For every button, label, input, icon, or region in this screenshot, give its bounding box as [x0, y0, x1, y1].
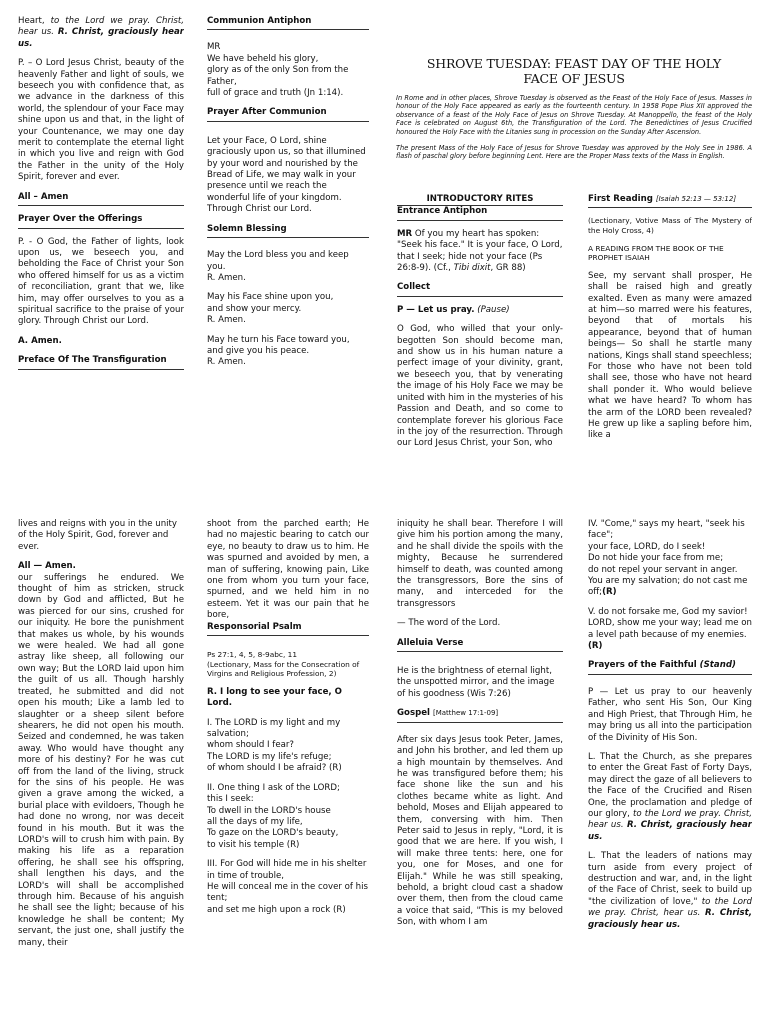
bottom-column-2 [207, 519, 369, 1019]
bottom-column-4 [588, 519, 752, 1019]
psalm-line: of whom should I be afraid? (R) [207, 763, 342, 774]
psalm-line: and set me high upon a rock (R) [207, 904, 346, 915]
after-communion-prayer: Let your Face, O Lord, shine graciously upon us, so that illumined by your word and nourished by the Bread of Life, we may walk in your presence until we reach the wonderful life of your kingdom. Through Christ our Lord. [207, 135, 366, 215]
first-reading-end: iniquity he shall bear. Therefore I will give him his portion among the many, and he shall divide the spoils with the mighty, Because he surrendered himself to death, was counted among the transgressors, Bore the sins of many, and interceded for the transgressors [397, 519, 563, 609]
offerings-prayer: P. - O God, the Father of lights, look upon us, we beseech you, and beholding the Face of Christ your Son who offered himself for us as a victim of reconciliation, grant that we, like him, may offer ourselves to you as a spiritual sacrifice to the praise of your glory. Through Christ our Lord. [18, 236, 184, 327]
blessing-line: R. Amen. [207, 315, 246, 326]
collect-heading: Collect [397, 282, 563, 296]
communion-heading: Communion Antiphon [207, 16, 369, 30]
entrance-text: Of you my heart has spoken: "Seek his face." It is your face, O Lord, that I seek; hide not your face (Ps 26:8-9). (Cf., [397, 228, 563, 274]
closing-prayer: P. – O Lord Jesus Christ, beauty of the heavenly Father and light of souls, we beseech you with confidence that, as we advance in the darkness of this world, the splendour of your Face may shine upon us and that, in the light of your Countenance, we may one day merit to contemplate the eternal light in which you live and reign with God the Father in the unity of the Holy Spirit, forever and ever. [18, 58, 184, 183]
entrance-heading: Entrance Antiphon [397, 206, 563, 220]
psalm-line: You are my salvation; do not cast me off; [588, 576, 748, 598]
blessing-line: R. Amen. [207, 272, 246, 283]
psalm-line: To gaze on the LORD's beauty, [207, 828, 339, 839]
gospel-title: Gospel [397, 708, 430, 719]
rites-heading: INTRODUCTORY RITES [397, 194, 563, 206]
page-title [396, 56, 752, 86]
psalm-line: Do not hide your face from me; [588, 553, 724, 564]
psalm-line: in time of trouble, [207, 870, 285, 881]
faithful-intention-2 [588, 851, 752, 931]
communion-mr: MR [207, 42, 221, 53]
collect-conclusion: lives and reigns with you in the unity of the Holy Spirit, God, forever and ever. [18, 519, 178, 552]
psalm-heading: Responsorial Psalm [207, 622, 369, 636]
faithful-title: Prayers of the Faithful [588, 660, 697, 671]
bottom-column-1 [18, 519, 184, 1019]
alleluia-heading: Alleluia Verse [397, 638, 563, 652]
first-reading-ref: [Isaiah 52:13 — 53:12] [655, 195, 737, 203]
intention-text: L. That the leaders of nations may turn aside from every project of destruction and war, and, in the light of the Face of Christ, seek to build up "the civilization of love," [588, 851, 752, 907]
entrance-gr: , GR 88) [490, 263, 526, 274]
psalm-line: all the days of my life, [207, 816, 303, 827]
word-of-the-lord: — The word of the Lord. [397, 618, 501, 629]
first-reading-heading [588, 194, 752, 208]
faithful-invite: P — Let us pray to our heavenly Father, who sent His Son, Our King and High Priest, that Through Him, he may bring us all into the participation of the Divinity of His Son. [588, 686, 752, 743]
entrance-source: Tibi dixit [453, 263, 491, 274]
bottom-column-3 [397, 519, 563, 1019]
psalm-line: V. do not forsake me, God my savior! LORD, show me your way; lead me on a level path because of my enemies. [588, 606, 752, 640]
psalm-line: this I seek: [207, 794, 254, 805]
first-reading-text: See, my servant shall prosper, He shall be raised high and greatly exalted. Even as many were amazed at him—so marred were his features, beyond that of mortals his appearance, beyond that of human beings— So shall he startle many nations, Kings shall stand speechless; For those who have not been told shall see, those who have not heard shall ponder it. Who would believe what we have heard? To whom has the arm of the LORD been revealed? He grew up like a sapling before him, like a [588, 270, 752, 441]
blessing-2 [207, 292, 369, 326]
faithful-stand: (Stand) [699, 660, 736, 671]
faithful-intention-1 [588, 752, 752, 843]
psalm-verse-4 [588, 519, 752, 599]
collect-pause: (Pause) [477, 304, 510, 315]
entrance-mr: MR [397, 228, 413, 239]
intention-response: R. Christ, graciously hear us. [588, 908, 752, 930]
entrance-antiphon [397, 229, 563, 275]
top-column-2 [207, 16, 369, 416]
blessing-line: R. Amen. [207, 357, 246, 368]
collect-prayer: O God, who willed that your only-begotten Son should become man, and show us in his human nature a perfect image of your divinity, grant, we beseech you, that by venerating the image of his Holy Face we may be united with him in the mysteries of his Passion and Death, and so come to contemplate forever his glorious Face in the joy of the resurrection. Through our Lord Jesus Christ, your Son, who [397, 324, 563, 449]
top-column-3 [397, 194, 563, 484]
gospel-ref: [Matthew 17:1-09] [433, 709, 499, 718]
gospel-heading [397, 708, 563, 722]
psalm-line: To dwell in the LORD's house [207, 805, 331, 816]
collect-amen: All — Amen. [18, 561, 76, 572]
reading-source: A READING FROM THE BOOK OF THE PROPHET ISAIAH [588, 243, 724, 263]
intro-note-1: In Rome and in other places, Shrove Tuesday is observed as the Feast of the Holy Face of Jesus. Masses in honour of the Holy Face appeared as early as the fourteenth century. In 1958 Pope Pius XII approved the observance of a feast of the Holy Face of Jesus on Shrove Tuesday. At Manoppello, the feast of the Holy Face is celebrated on August 6th, the Transfiguration of the Lord. The Benedictines of Jesus Crucified honoured the Holy Face with the Litanies sung in procession on the Sunday After Ascension. [396, 94, 752, 136]
offerings-heading: Prayer Over the Offerings [18, 214, 184, 228]
blessing-line: May his Face shine upon you, [207, 292, 334, 303]
blessing-line: May he turn his Face toward you, [207, 334, 350, 345]
psalm-r: (R) [602, 587, 617, 598]
top-column-1 [18, 16, 184, 436]
psalm-response: R. I long to see your face, O Lord. [207, 686, 342, 709]
blessing-3 [207, 335, 369, 369]
psalm-line: III. For God will hide me in his shelter [207, 859, 367, 870]
intro-b: to the Lord we pray. Christ, hear us. [18, 16, 184, 38]
intro-c: R. Christ, graciously hear us. [18, 27, 184, 49]
psalm-line: I. The LORD is my light and my salvation; [207, 717, 341, 740]
top-column-4 [588, 194, 752, 489]
preface-heading: Preface Of The Transfiguration [18, 355, 184, 369]
intro-a: Heart, [18, 16, 45, 26]
alleluia-verse: He is the brightness of eternal light, the unspotted mirror, and the image of his goodness (Wis 7:26) [397, 666, 555, 699]
psalm-verse-1 [207, 718, 369, 775]
psalm-line: II. One thing I ask of the LORD; [207, 782, 340, 793]
psalm-r: (R) [588, 641, 603, 652]
psalm-line: do not repel your servant in anger. [588, 564, 738, 575]
communion-line: full of grace and truth (Jn 1:14). [207, 88, 344, 99]
first-reading-continued-2: shoot from the parched earth; He had no majestic bearing to catch our eye, no beauty to draw us to him. He was spurned and avoided by men, a man of suffering, knowing pain, Like one from whom you turn your face, spurned, and we held him in no esteem. Yet it was our pain that he bore, [207, 519, 369, 621]
title-line: SHROVE TUESDAY: FEAST DAY OF THE HOLY [426, 56, 722, 71]
psalm-line: whom should I fear? [207, 740, 294, 751]
after-communion-heading: Prayer After Communion [207, 107, 369, 121]
intention-response: R. Christ, graciously hear us. [588, 820, 752, 842]
a-amen: A. Amen. [18, 335, 62, 346]
blessing-line: and show your mercy. [207, 303, 302, 314]
blessing-line: May the Lord bless you and keep you. [207, 250, 349, 272]
psalm-verse-2 [207, 783, 369, 851]
blessing-line: and give you his peace. [207, 345, 310, 356]
intro-note-2: The present Mass of the Holy Face of Jesus for Shrove Tuesday was approved by the Holy See in 1986. A flash of paschal glory before beginning Lent. Here are the Proper Mass texts of the Mass in English. [396, 144, 752, 161]
psalm-verse-5 [588, 607, 752, 653]
intro-response [18, 16, 184, 50]
psalm-ref: Ps 27:1, 4, 5, 8-9abc, 11 [207, 650, 298, 660]
psalm-line: IV. "Come," says my heart, "seek his face"; [588, 519, 745, 541]
gospel-text: After six days Jesus took Peter, James, and John his brother, and led them up a high mountain by themselves. And he was transfigured before them; his face shone like the sun and his clothes became white as light. And behold, Moses and Elijah appeared to them, conversing with him. Then Peter said to Jesus in reply, "Lord, it is good that we are here. If you wish, I will make three tents: here, one for you, one for Moses, and one for Elijah." While he was still speaking, behold, a bright cloud cast a shadow over them, then from the cloud came a voice that said, "This is my beloved Son, with whom I am [397, 734, 563, 928]
first-reading-continued: our sufferings he endured. We thought of him as stricken, struck down by God and afflicted, But he was pierced for our sins, crushed for our iniquity. He bore the punishment that makes us whole, by his wounds we were healed. We had all gone astray like sheep, all following our own way; But the LORD laid upon him the guilt of us all. Though harshly treated, he submitted and did not open his mouth; Like a lamb led to slaughter or a sheep silent before shearers, he did not open his mouth. Seized and condemned, he was taken away. Who would have thought any more of his destiny? For he was cut off from the land of the living, struck for the sins of his people. He was given a grave among the wicked, a burial place with evildoers, Though he had done no wrong, nor was deceit found in his mouth. But it was the LORD's will to crush him with pain. By making his life as a reparation offering, he shall see his offspring, shall lengthen his days, and the LORD's will shall be accomplished through him. Because of his anguish he shall see the light; because of his knowledge he shall be content; My servant, the just one, shall justify the many, their [18, 572, 184, 948]
psalm-verse-3 [207, 859, 369, 916]
psalm-line: He will conceal me in the cover of his tent; [207, 881, 368, 904]
psalm-line: your face, LORD, do I seek! [588, 541, 706, 552]
psalm-lectionary: (Lectionary, Mass for the Consecration of Virgins and Religious Profession, 2) [207, 659, 360, 679]
blessing-heading: Solemn Blessing [207, 224, 369, 238]
first-reading-title: First Reading [588, 194, 653, 204]
intention-text: L. That the Church, as she prepares to enter the Great Fast of Forty Days, may direct the gaze of all believers to the Face of the Crucified and Risen One, the proclamation and pledge of our glory, [588, 751, 752, 819]
reading-lectionary: (Lectionary, Votive Mass of The Mystery of the Holy Cross, 4) [588, 216, 752, 235]
faithful-heading [588, 660, 752, 674]
psalm-line: The LORD is my life's refuge; [207, 751, 332, 762]
title-block [396, 56, 752, 186]
blessing-1 [207, 250, 369, 284]
intention-pray: to the Lord we pray. Christ, hear us. [588, 896, 752, 919]
psalm-line: to visit his temple (R) [207, 839, 300, 850]
communion-line: We have beheld his glory, [207, 53, 319, 64]
title-line: FACE OF JESUS [523, 71, 625, 86]
collect-p: P — Let us pray. [397, 304, 475, 315]
intention-pray: to the Lord we pray. Christ, hear us. [588, 808, 752, 831]
collect-invite [397, 305, 563, 316]
communion-line: glory as of the only Son from the Father, [207, 65, 349, 87]
all-amen: All – Amen [18, 192, 184, 206]
